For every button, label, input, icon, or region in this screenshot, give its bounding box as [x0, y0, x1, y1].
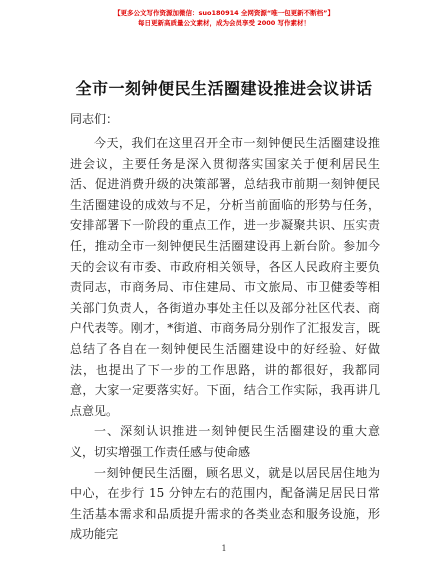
paragraph-intro: 今天，我们在这里召开全市一刻钟便民生活圈建设推进会议，主要任务是深入贯彻落实国家关于便利居民生活、促进消费升级的决策部署，总结我市前期一刻钟便民生活圈建设的成效与不足，分析当前面临的形势与任务，安排部署下一阶段的重点工作，进一步凝聚共识、压实责任，推动全市一刻钟便民生活圈建设再上新台阶。参加今天的会议有市委、市政府相关领导，各区人民政府主要负责同志，市商务局、市住建局、市文旅局、市卫健委等相关部门负责人，各街道办事处主任以及部分社区代表、商户代表等。刚才，*街道、市商务局分别作了汇报发言，既总结了各自在一刻钟便民生活圈建设中的好经验、好做法，也提出了下一步的工作思路，讲的都很好，我都同意，大家一定要落实好。下面，结合工作实际，我再讲几点意见。 — [70, 136, 380, 418]
salutation: 同志们： — [70, 112, 119, 126]
banner-line-2: 每日更新高质量公文素材，成为会员享受 2000 写作素材！ — [137, 19, 311, 27]
document-body — [70, 133, 380, 545]
page-number: 1 — [221, 544, 227, 553]
promo-banner — [90, 8, 358, 28]
paragraph-definition: 一刻钟便民生活圈，顾名思义，就是以居民居住地为中心，在步行 15 分钟左右的范围内，配备满足居民日常生活基本需求和品质提升需求的各类业态和服务设施，形成功能完 — [70, 465, 380, 542]
section-heading-1: 一、深刻认识推进一刻钟便民生活圈建设的重大意义，切实增强工作责任感与使命感 — [70, 424, 380, 459]
banner-line-1: 【更多公文写作资源加微信：suo180914 全网资源“唯一包更新不断档”】 — [114, 9, 334, 17]
document-title: 全市一刻钟便民生活圈建设推进会议讲话 — [75, 79, 373, 98]
